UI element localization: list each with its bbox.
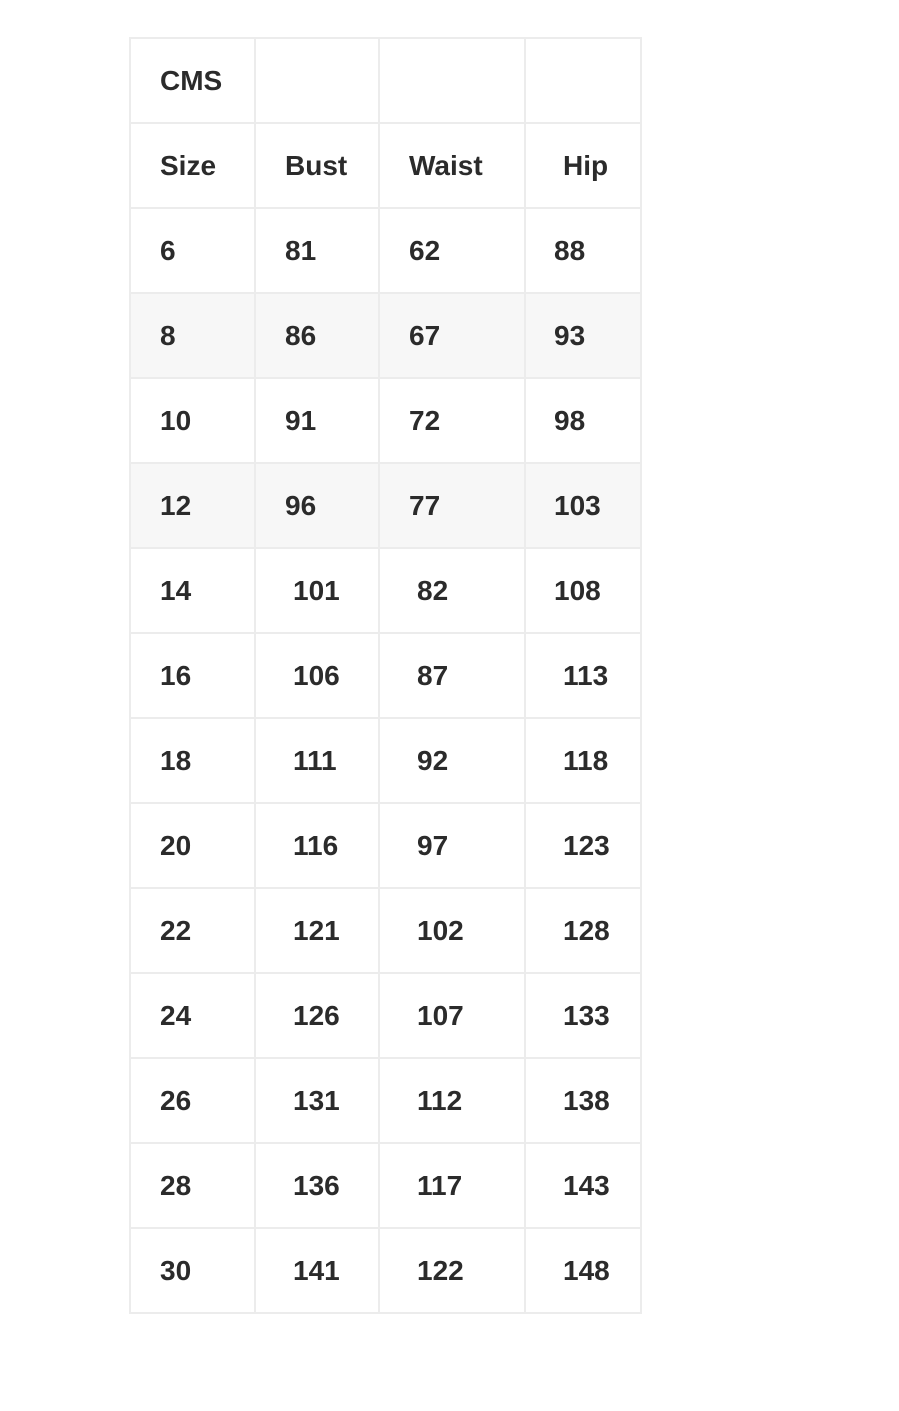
cell-size: 10 [130,378,255,463]
cell-hip: 113 [525,633,641,718]
cell-hip: 108 [525,548,641,633]
table-row [130,463,641,548]
unit-label: CMS [130,38,255,123]
table-row [130,718,641,803]
table-row [130,1228,641,1313]
cell-hip: 118 [525,718,641,803]
cell-hip: 128 [525,888,641,973]
table-row [130,1058,641,1143]
cell-size: 26 [130,1058,255,1143]
empty-cell [525,38,641,123]
cell-hip: 148 [525,1228,641,1313]
cell-bust: 86 [255,293,379,378]
cell-bust: 81 [255,208,379,293]
header-waist: Waist [379,123,525,208]
cell-hip: 138 [525,1058,641,1143]
cell-waist: 67 [379,293,525,378]
cell-size: 8 [130,293,255,378]
cell-size: 28 [130,1143,255,1228]
cell-size: 24 [130,973,255,1058]
cell-hip: 123 [525,803,641,888]
cell-size: 12 [130,463,255,548]
table-row [130,208,641,293]
table-row [130,633,641,718]
empty-cell [379,38,525,123]
cell-bust: 131 [255,1058,379,1143]
empty-cell [255,38,379,123]
cell-waist: 112 [379,1058,525,1143]
cell-size: 16 [130,633,255,718]
cell-waist: 97 [379,803,525,888]
cell-bust: 96 [255,463,379,548]
table-row [130,293,641,378]
cell-size: 6 [130,208,255,293]
cell-hip: 133 [525,973,641,1058]
cell-bust: 111 [255,718,379,803]
table-row [130,803,641,888]
cell-size: 14 [130,548,255,633]
cell-hip: 98 [525,378,641,463]
cell-bust: 91 [255,378,379,463]
cell-bust: 136 [255,1143,379,1228]
cell-bust: 126 [255,973,379,1058]
cell-waist: 77 [379,463,525,548]
table-row [130,548,641,633]
cell-waist: 82 [379,548,525,633]
table-row [130,973,641,1058]
cell-waist: 72 [379,378,525,463]
cell-size: 30 [130,1228,255,1313]
cell-waist: 87 [379,633,525,718]
cell-size: 20 [130,803,255,888]
cell-waist: 107 [379,973,525,1058]
table-row [130,1143,641,1228]
cell-bust: 106 [255,633,379,718]
cell-size: 22 [130,888,255,973]
cell-waist: 92 [379,718,525,803]
header-hip: Hip [525,123,641,208]
cell-bust: 116 [255,803,379,888]
cell-waist: 117 [379,1143,525,1228]
cell-hip: 88 [525,208,641,293]
cell-bust: 121 [255,888,379,973]
cell-waist: 102 [379,888,525,973]
table-row [130,888,641,973]
size-chart-table [129,37,642,1314]
cell-hip: 103 [525,463,641,548]
header-size: Size [130,123,255,208]
header-bust: Bust [255,123,379,208]
cell-hip: 143 [525,1143,641,1228]
cell-bust: 141 [255,1228,379,1313]
cell-hip: 93 [525,293,641,378]
cell-waist: 62 [379,208,525,293]
cell-waist: 122 [379,1228,525,1313]
header-row [130,123,641,208]
unit-row [130,38,641,123]
size-chart-body [130,38,641,1313]
table-row [130,378,641,463]
cell-bust: 101 [255,548,379,633]
cell-size: 18 [130,718,255,803]
